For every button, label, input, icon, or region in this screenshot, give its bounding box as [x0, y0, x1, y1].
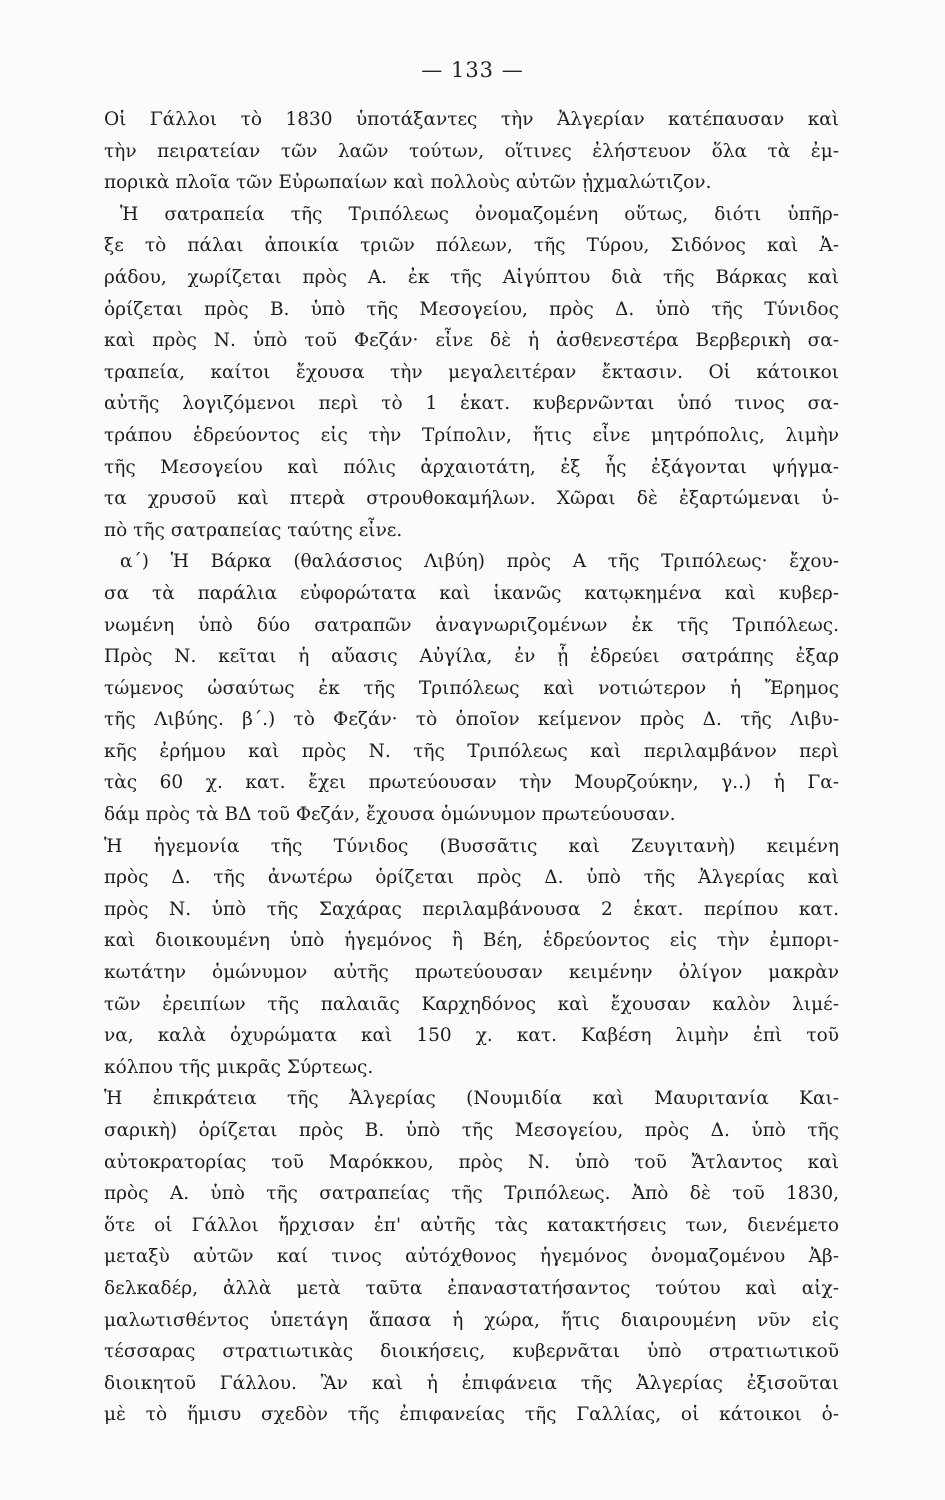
text-line: σα τὰ παράλια εὐφορώτατα καὶ ἱκανῶς κατῳκημένα καὶ κυβερ-	[104, 582, 839, 604]
text-line: μὲ τὸ ἥμισυ σχεδὸν τῆς ἐπιφανείας τῆς Γαλλίας, οἱ κάτοικοι ὁ-	[104, 1404, 839, 1426]
text-line: διοικητοῦ Γάλλου. Ἂν καὶ ἡ ἐπιφάνεια τῆς Ἀλγερίας ἐξισοῦται	[104, 1372, 839, 1394]
text-line: πρὸς Α. ὑπὸ τῆς σατραπείας τῆς Τριπόλεως. Ἀπὸ δὲ τοῦ 1830,	[104, 1183, 839, 1205]
text-line: Οἱ Γάλλοι τὸ 1830 ὑποτάξαντες τὴν Ἀλγερίαν κατέπαυσαν καὶ	[104, 109, 839, 130]
text-line: τῶν ἐρειπίων τῆς παλαιᾶς Καρχηδόνος καὶ ἔχουσαν καλὸν λιμέ-	[104, 993, 839, 1015]
text-line: ξε τὸ πάλαι ἀποικία τριῶν πόλεων, τῆς Τύρου, Σιδόνος καὶ Ἀ-	[104, 235, 839, 257]
text-line: πορικὰ πλοῖα τῶν Εὐρωπαίων καὶ πολλοὺς αὐτῶν ᾐχμαλώτιζον.	[104, 172, 712, 194]
text-line: πρὸς Δ. τῆς ἀνωτέρω ὁρίζεται πρὸς Δ. ὑπὸ τῆς Ἀλγερίας καὶ	[104, 867, 839, 889]
text-line: νωμένη ὑπὸ δύο σατραπῶν ἀναγνωριζομένων ἐκ τῆς Τριπόλεως.	[104, 614, 839, 636]
text-line: κόλπου τῆς μικρᾶς Σύρτεως.	[104, 1056, 374, 1078]
text-line: τραπεία, καίτοι ἔχουσα τὴν μεγαλειτέραν ἔκτασιν. Οἱ κάτοικοι	[104, 361, 839, 383]
text-line: Ἡ σατραπεία τῆς Τριπόλεως ὀνομαζομένη οὕτως, διότι ὑπῆρ-	[120, 203, 839, 225]
text-line: ράδου, χωρίζεται πρὸς Α. ἐκ τῆς Αἰγύπτου διὰ τῆς Βάρκας καὶ	[104, 266, 839, 288]
text-line: καὶ διοικουμένη ὑπὸ ἡγεμόνος ἢ Βέη, ἑδρεύοντος εἰς τὴν ἐμπορι-	[104, 930, 839, 952]
text-line: τῆς Μεσογείου καὶ πόλις ἀρχαιοτάτη, ἐξ ἧς ἐξάγονται ψήγμα-	[104, 456, 839, 478]
text-line: ὅτε οἱ Γάλλοι ἤρχισαν ἐπ' αὐτῆς τὰς κατακτήσεις των, διενέμετο	[104, 1214, 839, 1236]
text-line: να, καλὰ ὀχυρώματα καὶ 150 χ. κατ. Καβέση λιμὴν ἐπὶ τοῦ	[104, 1025, 839, 1047]
page-number: — 133 —	[421, 58, 524, 82]
text-line: δελκαδέρ, ἀλλὰ μετὰ ταῦτα ἐπαναστατήσαντος τούτου καὶ αἰχ-	[104, 1277, 839, 1299]
text-line: δάμ πρὸς τὰ ΒΔ τοῦ Φεζάν, ἔχουσα ὁμώνυμον πρωτεύουσαν.	[104, 804, 676, 826]
body-text	[104, 104, 839, 1431]
text-line: Πρὸς Ν. κεῖται ἡ αὔασις Αὐγίλα, ἐν ᾗ ἑδρεύει σατράπης ἐξαρ	[104, 646, 839, 668]
text-line: μεταξὺ αὐτῶν καί τινος αὐτόχθονος ἡγεμόνος ὀνομαζομένου Ἀβ-	[104, 1246, 839, 1268]
text-line: α΄) Ἡ Βάρκα (θαλάσσιος Λιβύη) πρὸς Α τῆς Τριπόλεως· ἔχου-	[120, 551, 839, 573]
text-line: Ἡ ἐπικράτεια τῆς Ἀλγερίας (Νουμιδία καὶ Μαυριτανία Και-	[104, 1088, 839, 1110]
text-line: πρὸς Ν. ὑπὸ τῆς Σαχάρας περιλαμβάνουσα 2 ἑκατ. περίπου κατ.	[104, 898, 839, 920]
text-line: τῆς Λιβύης. β΄.) τὸ Φεζάν· τὸ ὁποῖον κείμενον πρὸς Δ. τῆς Λιβυ-	[104, 709, 839, 731]
text-line: κῆς ἐρήμου καὶ πρὸς Ν. τῆς Τριπόλεως καὶ περιλαμβάνον περὶ	[104, 740, 839, 762]
text-line: τράπου ἑδρεύοντος εἰς τὴν Τρίπολιν, ἥτις εἶνε μητρόπολις, λιμὴν	[104, 424, 839, 446]
text-line: τα χρυσοῦ καὶ πτερὰ στρουθοκαμήλων. Χῶραι δὲ ἐξαρτώμεναι ὑ-	[104, 488, 839, 510]
text-line: ὁρίζεται πρὸς Β. ὑπὸ τῆς Μεσογείου, πρὸς Δ. ὑπὸ τῆς Τύνιδος	[104, 298, 839, 320]
text-line: τέσσαρας στρατιωτικὰς διοικήσεις, κυβερνᾶται ὑπὸ στρατιωτικοῦ	[104, 1341, 839, 1363]
text-line: Ἡ ἡγεμονία τῆς Τύνιδος (Βυσσᾶτις καὶ Ζευγιτανὴ) κειμένη	[104, 835, 839, 857]
text-line: κωτάτην ὁμώνυμον αὐτῆς πρωτεύουσαν κειμένην ὀλίγον μακρὰν	[104, 962, 839, 984]
text-line: αὐτῆς λογιζόμενοι περὶ τὸ 1 ἑκατ. κυβερνῶνται ὑπό τινος σα-	[104, 393, 839, 415]
text-line: τὰς 60 χ. κατ. ἔχει πρωτεύουσαν τὴν Μουρζούκην, γ..) ἡ Γα-	[104, 772, 839, 794]
text-line: μαλωτισθέντος ὑπετάγη ἅπασα ἡ χώρα, ἥτις διαιρουμένη νῦν εἰς	[104, 1309, 839, 1331]
text-line: αὐτοκρατορίας τοῦ Μαρόκκου, πρὸς Ν. ὑπὸ τοῦ Ἄτλαντος καὶ	[104, 1151, 839, 1173]
text-line: τώμενος ὡσαύτως ἐκ τῆς Τριπόλεως καὶ νοτιώτερον ἡ Ἔρημος	[104, 677, 839, 699]
text-line: πὸ τῆς σατραπείας ταύτης εἶνε.	[104, 519, 403, 541]
text-line: καὶ πρὸς Ν. ὑπὸ τοῦ Φεζάν· εἶνε δὲ ἡ ἀσθενεστέρα Βερβερικὴ σα-	[104, 330, 839, 352]
text-line: σαρικὴ) ὁρίζεται πρὸς Β. ὑπὸ τῆς Μεσογείου, πρὸς Δ. ὑπὸ τῆς	[104, 1120, 839, 1141]
text-line: τὴν πειρατείαν τῶν λαῶν τούτων, οἵτινες ἐλήστευον ὅλα τὰ ἐμ-	[104, 140, 839, 162]
